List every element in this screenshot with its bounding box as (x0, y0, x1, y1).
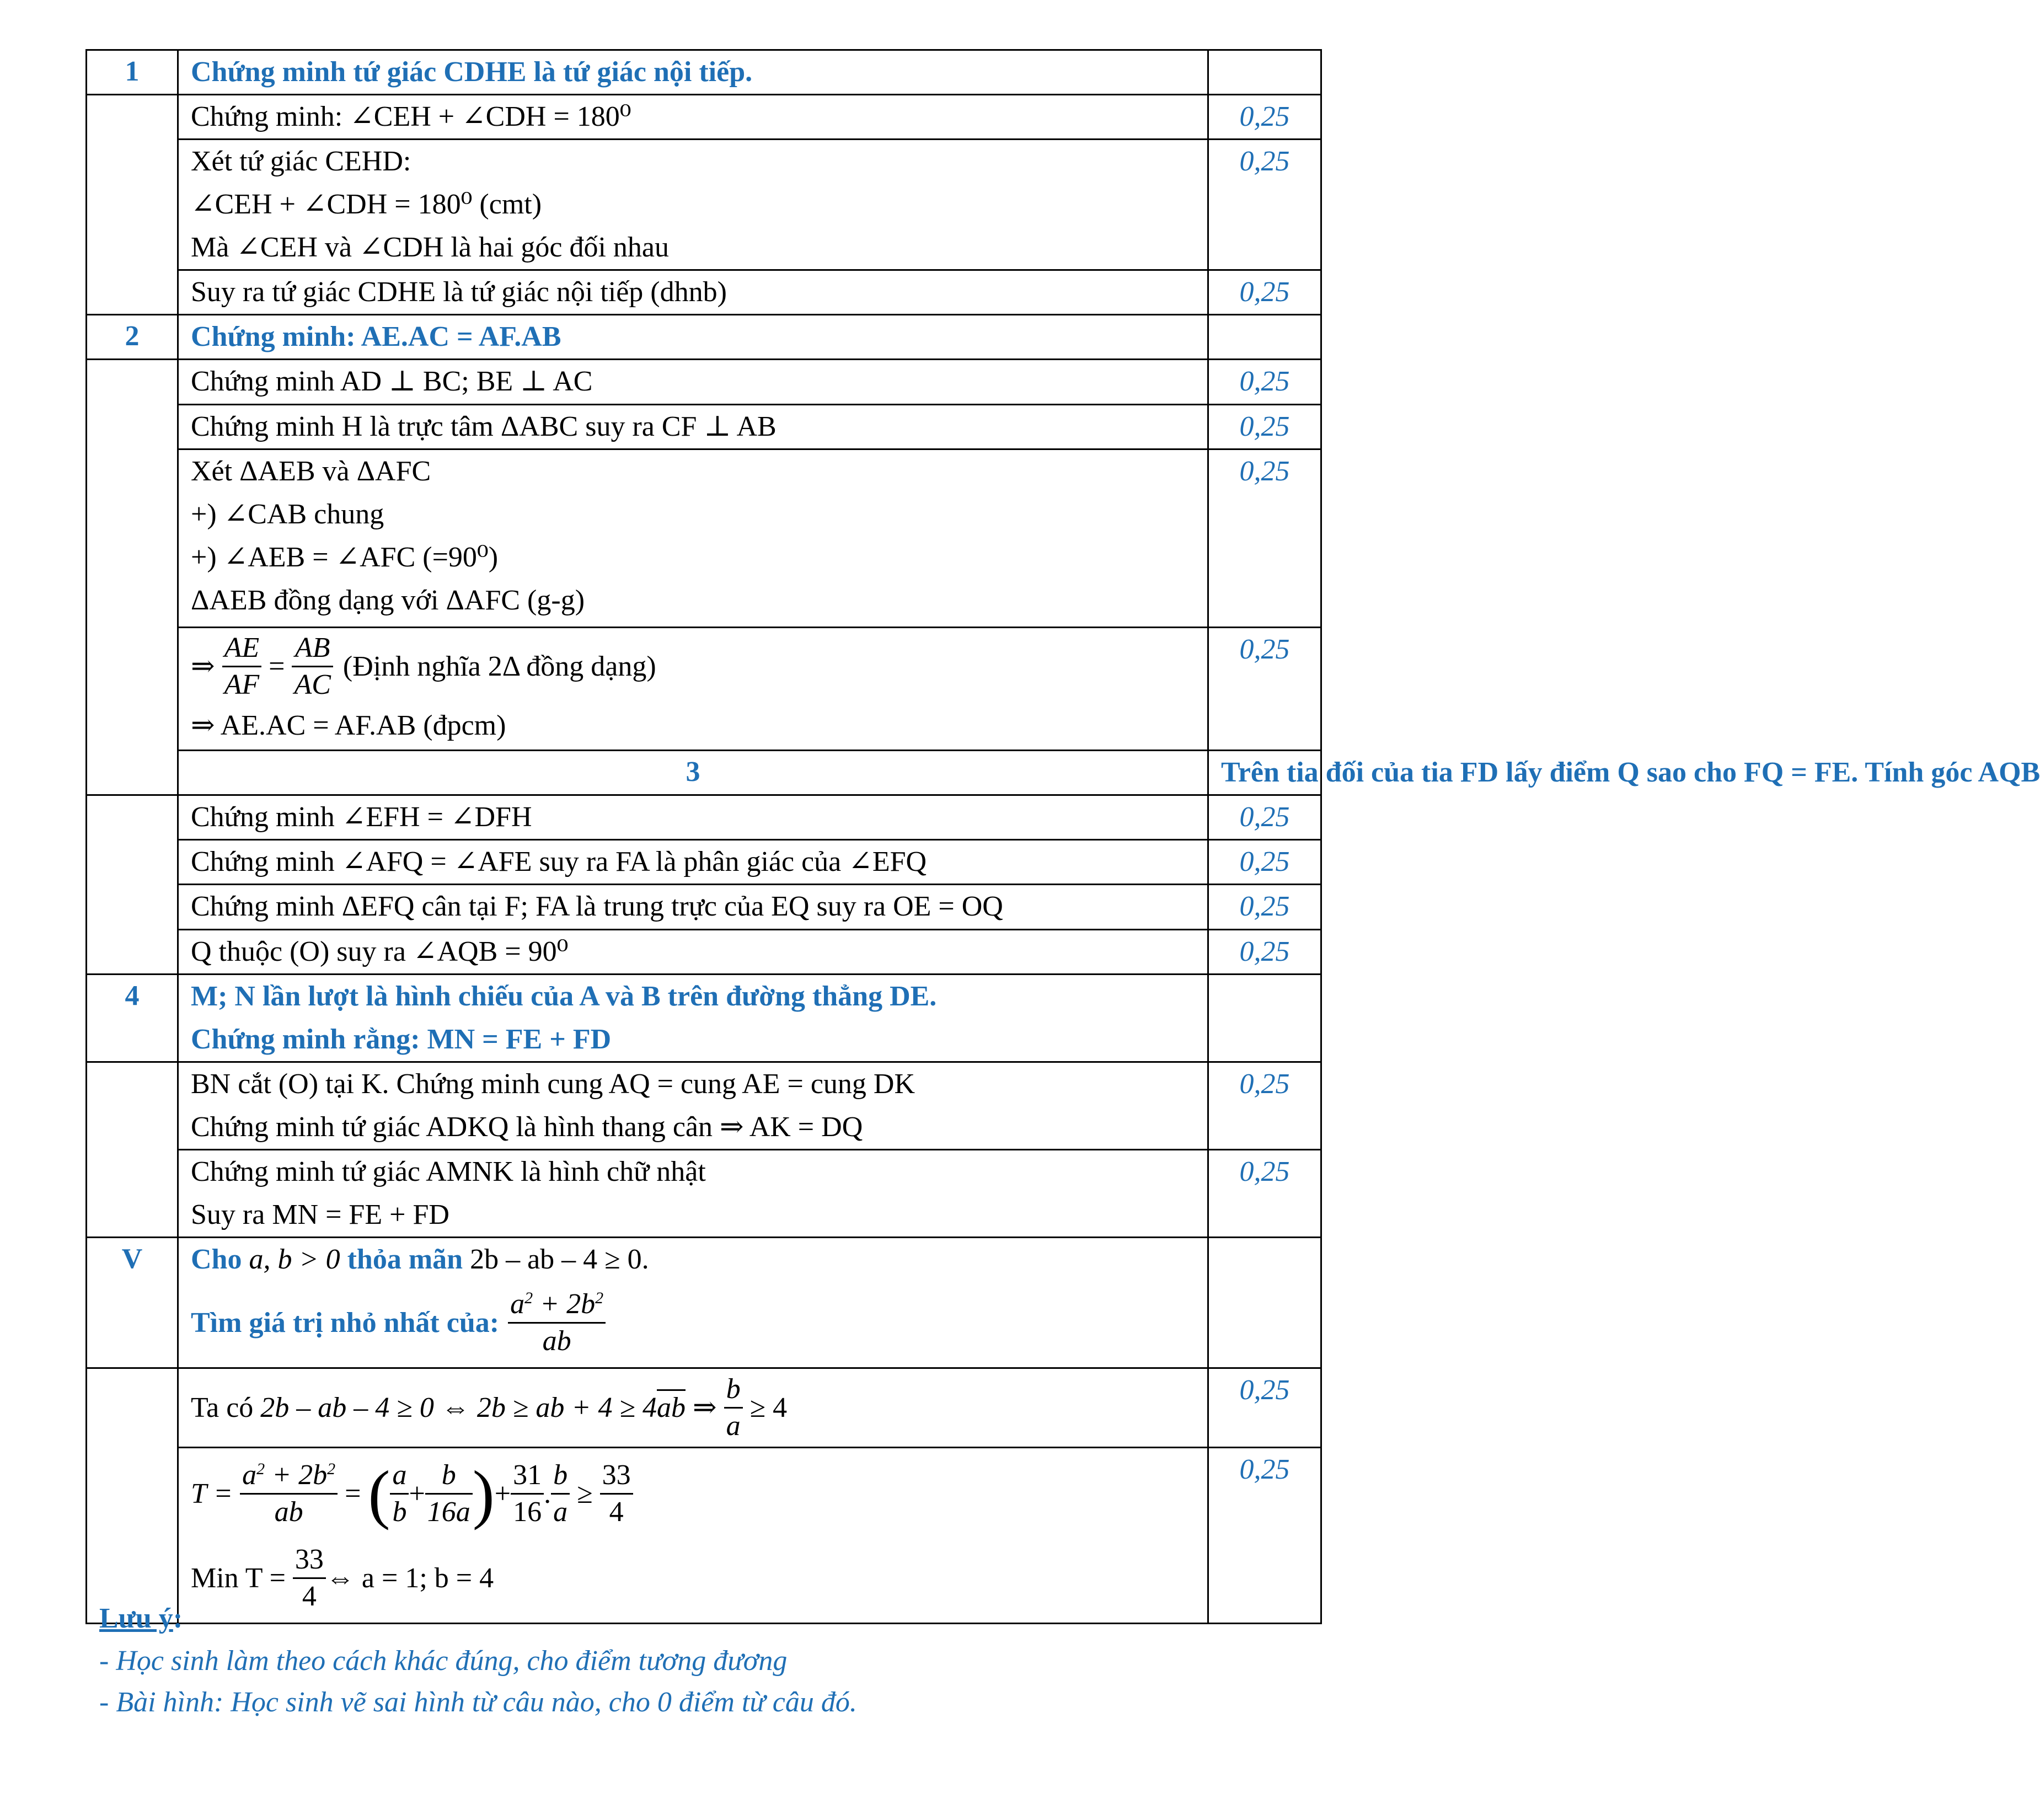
note-line: - Học sinh làm theo cách khác đúng, cho điểm tương đương (99, 1645, 788, 1677)
table-row (87, 885, 1321, 930)
part-number-cell (87, 1368, 178, 1624)
numerator: AE (222, 630, 262, 667)
part-title: thỏa mãn (347, 1244, 463, 1275)
step-text: ∠CEH + ∠CDH = 180⁰ (cmt) (191, 189, 542, 220)
score-cell: 0,25 (1208, 885, 1321, 930)
step-cell (178, 1062, 1208, 1150)
step-text: Chứng minh tứ giác ADKQ là hình thang cân ⇒ AK = DQ (191, 1111, 863, 1143)
table-row (87, 1150, 1321, 1238)
step-text: +) ∠AEB = ∠AFC (=90⁰) (191, 542, 499, 573)
denominator: AC (294, 668, 331, 700)
step-text: Xét tứ giác CEHD: (191, 146, 411, 177)
part-title-line (191, 1281, 1195, 1364)
table-row (87, 315, 1321, 360)
table-row (87, 405, 1321, 449)
part-number: 1 (87, 50, 178, 95)
part-number: 3 (178, 751, 1208, 795)
step-cell (178, 449, 1208, 628)
grading-table (85, 49, 2040, 1624)
table-row (87, 628, 1321, 751)
score-cell: 0,25 (1208, 270, 1321, 315)
step-text: Suy ra tứ giác CDHE là tứ giác nội tiếp (dhnb) (178, 270, 1208, 315)
step-text: Suy ra MN = FE + FD (191, 1199, 449, 1230)
score-cell: 0,25 (1208, 628, 1321, 751)
score-cell (1208, 315, 1321, 360)
table-row (87, 751, 1321, 795)
fraction: $\frac{a^2 + 2b^2}{ab}$ (240, 1458, 338, 1530)
score-cell (1208, 50, 1321, 95)
step-cell (178, 140, 1208, 270)
note-title: Lưu ý (99, 1603, 173, 1634)
score-cell: 0,25 (1208, 1150, 1321, 1238)
note-heading: Lưu ý: (99, 1603, 183, 1634)
part-title: Tìm giá trị nhỏ nhất của: (191, 1307, 500, 1339)
score-cell: 0,25 (1208, 1062, 1321, 1150)
fraction: $\frac{33}{4}$ (600, 1458, 633, 1530)
step-text: ⇒ AE.AC = AF.AB (đpcm) (191, 710, 506, 741)
step-text: Chứng minh AD ⊥ BC; BE ⊥ AC (178, 360, 1208, 405)
score-cell (1208, 975, 1321, 1062)
part-number-cell (87, 360, 178, 795)
part-number: 2 (87, 315, 178, 360)
score-cell: 0,25 (1208, 405, 1321, 449)
score-cell: 0,25 (1208, 95, 1321, 140)
step-text: +) ∠CAB chung (191, 499, 384, 530)
table-row (87, 1062, 1321, 1150)
step-text: Chứng minh tứ giác AMNK là hình chữ nhật (191, 1156, 706, 1187)
part-number: 4 (87, 975, 178, 1062)
table-row (87, 270, 1321, 315)
step-text: Xét ΔAEB và ΔAFC (191, 456, 431, 487)
table-row (87, 930, 1321, 975)
fraction: $\frac{b}{16a}$ (425, 1458, 473, 1530)
score-cell: 0,25 (1208, 795, 1321, 840)
step-cell (178, 1368, 1208, 1448)
table-row (87, 449, 1321, 628)
part-title: Chứng minh: AE.AC = AF.AB (178, 315, 1208, 360)
score-cell: 0,25 (1208, 930, 1321, 975)
formula-t: $\frac{a^2 + 2b^2}{ab}$ (508, 1287, 606, 1359)
table-row (87, 360, 1321, 405)
part-number-cell (87, 795, 178, 975)
score-cell: 0,25 (1208, 140, 1321, 270)
table-row (87, 975, 1321, 1062)
equals-sign: = (261, 650, 292, 682)
step-text: Q thuộc (O) suy ra ∠AQB = 90⁰ (178, 930, 1208, 975)
part-title: Chứng minh tứ giác CDHE là tứ giác nội tiếp. (178, 50, 1208, 95)
step-cell (178, 1150, 1208, 1238)
score-cell: 0,25 (1208, 840, 1321, 885)
score-cell: 0,25 (1208, 449, 1321, 628)
part-title-cell (178, 975, 1208, 1062)
table-row (87, 1368, 1321, 1448)
part-number-cell (87, 1062, 178, 1238)
score-cell (1208, 1238, 1321, 1368)
fraction: $\frac{31}{16}$ (511, 1458, 544, 1530)
fraction: $\frac{33}{4}$ (293, 1542, 326, 1614)
part-title: Cho (191, 1244, 242, 1275)
score-cell: 0,25 (1208, 360, 1321, 405)
step-cell (178, 1448, 1208, 1624)
step-text: Mà ∠CEH và ∠CDH là hai góc đối nhau (191, 232, 669, 263)
table-row (87, 95, 1321, 140)
denominator: AF (224, 668, 260, 700)
step-text: Chứng minh ∠EFH = ∠DFH (178, 795, 1208, 840)
part-title-cell (178, 1238, 1208, 1368)
math-line: T = $\frac{a^2 + 2b^2}{ab}$ = ( $\frac{a}{b}$ + $\frac{b}{16a}$ ) + $\frac{31}{16}$ . $\frac{b}{a}$ ≥ $\frac{33}{4}$ (191, 1448, 1195, 1539)
part-title-line (191, 1238, 1195, 1281)
part-number-cell (87, 95, 178, 315)
table-row (87, 1238, 1321, 1368)
part-number: V (87, 1238, 178, 1368)
fraction: $\frac{a}{b}$ (390, 1458, 409, 1530)
table-row (87, 50, 1321, 95)
part-title: Trên tia đối của tia FD lấy điểm Q sao cho FQ = FE. Tính góc AQB (1208, 751, 1321, 795)
score-cell: 0,25 (1208, 1448, 1321, 1624)
table-row (87, 1448, 1321, 1624)
step-text: BN cắt (O) tại K. Chứng minh cung AQ = cung AE = cung DK (191, 1068, 915, 1100)
step-text: Chứng minh H là trực tâm ΔABC suy ra CF ⊥ AB (178, 405, 1208, 449)
table-row (87, 840, 1321, 885)
table-row (87, 140, 1321, 270)
step-text: (Định nghĩa 2Δ đồng dạng) (342, 650, 656, 682)
condition: a, b > 0 (249, 1244, 340, 1275)
implies-symbol: ⇒ (191, 651, 222, 682)
fraction: $\frac{b}{a}$ (551, 1458, 570, 1530)
part-title: Chứng minh rằng: MN = FE + FD (191, 1024, 612, 1055)
inequality: 2b – ab – 4 ≥ 0. (470, 1244, 649, 1275)
step-text: ΔAEB đồng dạng với ΔAFC (g-g) (191, 585, 585, 616)
part-title: M; N lần lượt là hình chiếu của A và B trên đường thẳng DE. (191, 981, 937, 1012)
numerator: AB (292, 630, 333, 667)
score-cell: 0,25 (1208, 1368, 1321, 1448)
fraction-line (191, 628, 1195, 704)
step-text: Chứng minh: ∠CEH + ∠CDH = 180⁰ (178, 95, 1208, 140)
fraction-b-a: $\frac{b}{a}$ (724, 1372, 743, 1444)
step-text: Chứng minh ∠AFQ = ∠AFE suy ra FA là phân giác của ∠EFQ (178, 840, 1208, 885)
math-line: Min T = $\frac{33}{4}$ ⇔ a = 1; b = 4 (191, 1539, 1195, 1616)
step-text: Chứng minh ΔEFQ cân tại F; FA là trung trực của EQ suy ra OE = OQ (178, 885, 1208, 930)
fraction-ab-ac (292, 630, 333, 703)
fraction-ae-af (222, 630, 262, 703)
math-line: Ta có 2b – ab – 4 ≥ 0 ⇔ 2b ≥ ab + 4 ≥ 4ab ⇒ $\frac{b}{a}$ ≥ 4 (191, 1369, 1195, 1446)
table-row (87, 795, 1321, 840)
note-line: - Bài hình: Học sinh vẽ sai hình từ câu nào, cho 0 điểm từ câu đó. (99, 1687, 857, 1718)
step-cell (178, 628, 1208, 751)
